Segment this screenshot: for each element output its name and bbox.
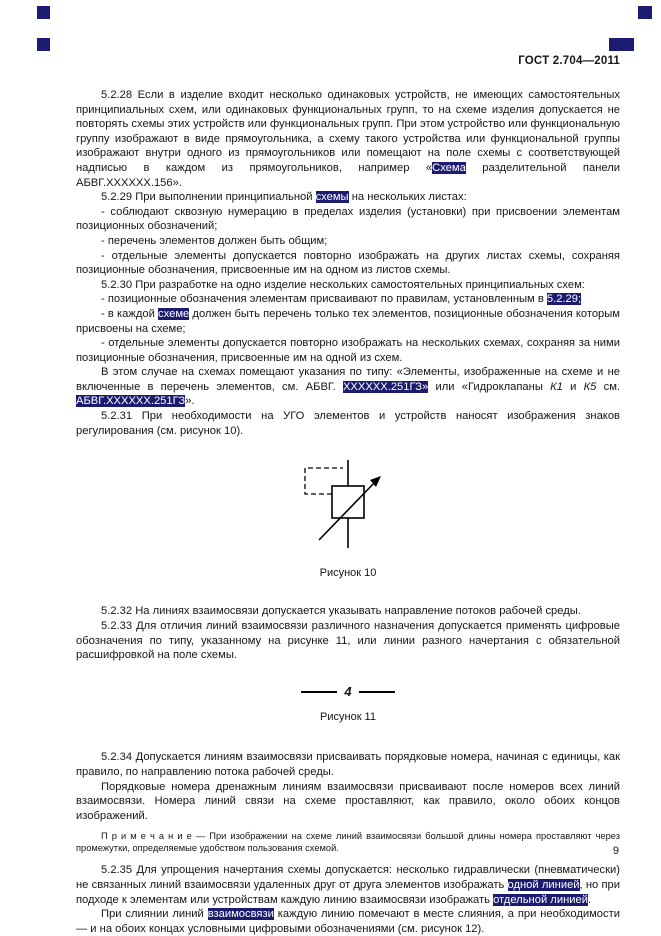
- highlight-mark: 5.2.29;: [546, 293, 582, 306]
- line-number-label: 4: [344, 684, 352, 700]
- text-run: 5.2.32 На линиях взаимосвязи допускается указывать направление потоков рабочей среды.: [101, 605, 581, 618]
- text-run: см.: [596, 380, 621, 393]
- standard-number: ГОСТ 2.704—2011: [518, 55, 620, 67]
- italic-designation: К1: [550, 380, 563, 393]
- text-run: - в каждой: [101, 307, 159, 320]
- paragraph: [76, 336, 620, 365]
- text-run: При слиянии линий: [101, 908, 208, 921]
- highlight-mark: схеме: [158, 307, 190, 320]
- text-run: - отдельные элементы допускается повторно изображать на нескольких схемах, сохраняя за ними позиционные обозначения, присвоенные им на одной из схем.: [76, 337, 620, 364]
- line-segment: [359, 691, 395, 693]
- paragraph: [76, 619, 620, 663]
- valve-regulation-symbol-drawing: [273, 456, 423, 552]
- paragraph: [76, 278, 620, 293]
- paragraph: [76, 604, 620, 619]
- text-run: - отдельные элементы допускается повторно изображать на других листах схемы, сохраняя позиционные обозначения, присвоенные им на одном из листов схемы.: [76, 249, 620, 277]
- highlight-mark: взаимосвязи: [207, 908, 274, 921]
- text-run: 5.2.28 Если в изделие входит несколько одинаковых устройств, не имеющих самостоятельных принципиальных схем, или одинаковых функциональных групп, то на схеме изделия допускается не повторять схемы этих устройств или функциональных групп. При этом устройство или функциональную группу изображают в виде прямоугольника, а схему такого устройства или функциональной группы изображают внутри одного из прямоугольников или помещают на поле схемы с соответствующей надписью в каждом из прямоугольников, например «: [76, 89, 620, 174]
- page-number: 9: [612, 845, 619, 857]
- text-run: Порядковые номера дренажным линиям взаимосвязи присваивают после номеров всех линий взаимосвязи. Номера линий связи на схеме проставляют, как правило, около обоих концов изображений.: [76, 780, 620, 822]
- paragraph: [76, 365, 620, 409]
- corner-mark: [638, 6, 652, 19]
- note-paragraph: [76, 830, 620, 854]
- text-run: - позиционные обозначения элементам присваивают по правилам, установленным в: [101, 293, 547, 306]
- text-run: 5.2.29 При выполнении принципиальной: [101, 191, 316, 204]
- text-run: и: [562, 380, 584, 393]
- highlight-mark: Схема: [432, 161, 466, 174]
- text-run: каждую линию помечают в месте слияния, а при необходимости — и на обоих концах условными цифровыми обозначениями (см. рисунок 12).: [76, 908, 620, 935]
- text-run: 5.2.35 Для упрощения начертания схемы допускается: несколько гидравлически (пневматически) не связанных линий взаимосвязи удаленных друг от друга элементов изображать: [76, 864, 620, 891]
- highlight-mark: одной линией: [507, 878, 580, 891]
- text-block-3: [76, 750, 620, 936]
- corner-mark: [37, 6, 50, 19]
- numbered-interconnection-line: [301, 683, 394, 701]
- highlight-mark: ХХХХХХ.251ГЗ»: [342, 380, 429, 393]
- text-run: - соблюдают сквозную нумерацию в пределах изделия (установки) при присвоении элементам позиционных обозначений;: [76, 205, 620, 233]
- paragraph: [76, 88, 620, 190]
- figure-11-caption: Рисунок 11: [320, 710, 376, 723]
- paragraph: [76, 307, 620, 336]
- paragraph: [76, 780, 620, 824]
- corner-mark: [609, 38, 634, 51]
- text-run: должен быть перечень только тех элементов, позиционные обозначения которым присвоены на схеме;: [76, 307, 621, 335]
- figure-11: [76, 683, 620, 725]
- paragraph: [76, 249, 620, 278]
- paragraph: [76, 234, 620, 249]
- document-body: [76, 88, 620, 936]
- text-run: ».: [185, 395, 195, 408]
- paragraph: [76, 409, 620, 438]
- highlight-mark: отдельной линией: [493, 893, 588, 906]
- text-run: 5.2.34 Допускается линиям взаимосвязи присваивать порядковые номера, начиная с единицы, как правило, по направлению потока рабочей среды.: [76, 751, 620, 778]
- text-run: разделительной панели АБВГ.ХХХХХХ.156».: [76, 161, 621, 189]
- paragraph: [76, 907, 620, 936]
- paragraph: [76, 750, 620, 779]
- italic-designation: К5: [583, 380, 597, 393]
- text-run: - перечень элементов должен быть общим;: [101, 234, 328, 247]
- highlight-mark: АБВГ.ХХХХХХ.251ГЗ: [76, 395, 186, 408]
- text-run: 5.2.33 Для отличия линий взаимосвязи различного назначения допускается применять цифровые обозначения по типу, указанному на рисунке 11, или линии разного начертания с обязательной расшифровкой на поле схемы.: [76, 620, 620, 662]
- text-run: на нескольких листах:: [348, 191, 467, 204]
- text-block-1: [76, 88, 620, 438]
- paragraph: [76, 190, 620, 205]
- text-run: П р и м е ч а н и е — При изображении на схеме линий взаимосвязи большой длины номера проставляют через промежутки, определяемые удобством пользования схемой.: [76, 831, 620, 854]
- text-run: или «Гидроклапаны: [428, 380, 551, 393]
- text-run: .: [587, 893, 592, 906]
- paragraph: [76, 292, 620, 307]
- text-block-2: [76, 604, 620, 662]
- text-run: 5.2.30 При разработке на одно изделие нескольких самостоятельных принципиальных схем:: [101, 278, 585, 291]
- text-run: 5.2.31 При необходимости на УГО элементов и устройств наносят изображения знаков регулирования (см. рисунок 10).: [76, 410, 620, 437]
- text-run: В этом случае на схемах помещают указания по типу: «Элементы, изображенные на схеме и не включенные в перечень элементов, см. АБВГ.: [76, 366, 620, 393]
- paragraph: [76, 205, 620, 234]
- paragraph: [76, 863, 620, 907]
- figure-10: [76, 456, 620, 580]
- highlight-mark: схемы: [315, 191, 349, 204]
- figure-10-caption: Рисунок 10: [319, 566, 377, 579]
- text-run: , но при подходе к элементам или устройствам каждую линию взаимосвязи изображать: [76, 878, 620, 906]
- corner-mark: [37, 38, 50, 51]
- line-segment: [301, 691, 337, 693]
